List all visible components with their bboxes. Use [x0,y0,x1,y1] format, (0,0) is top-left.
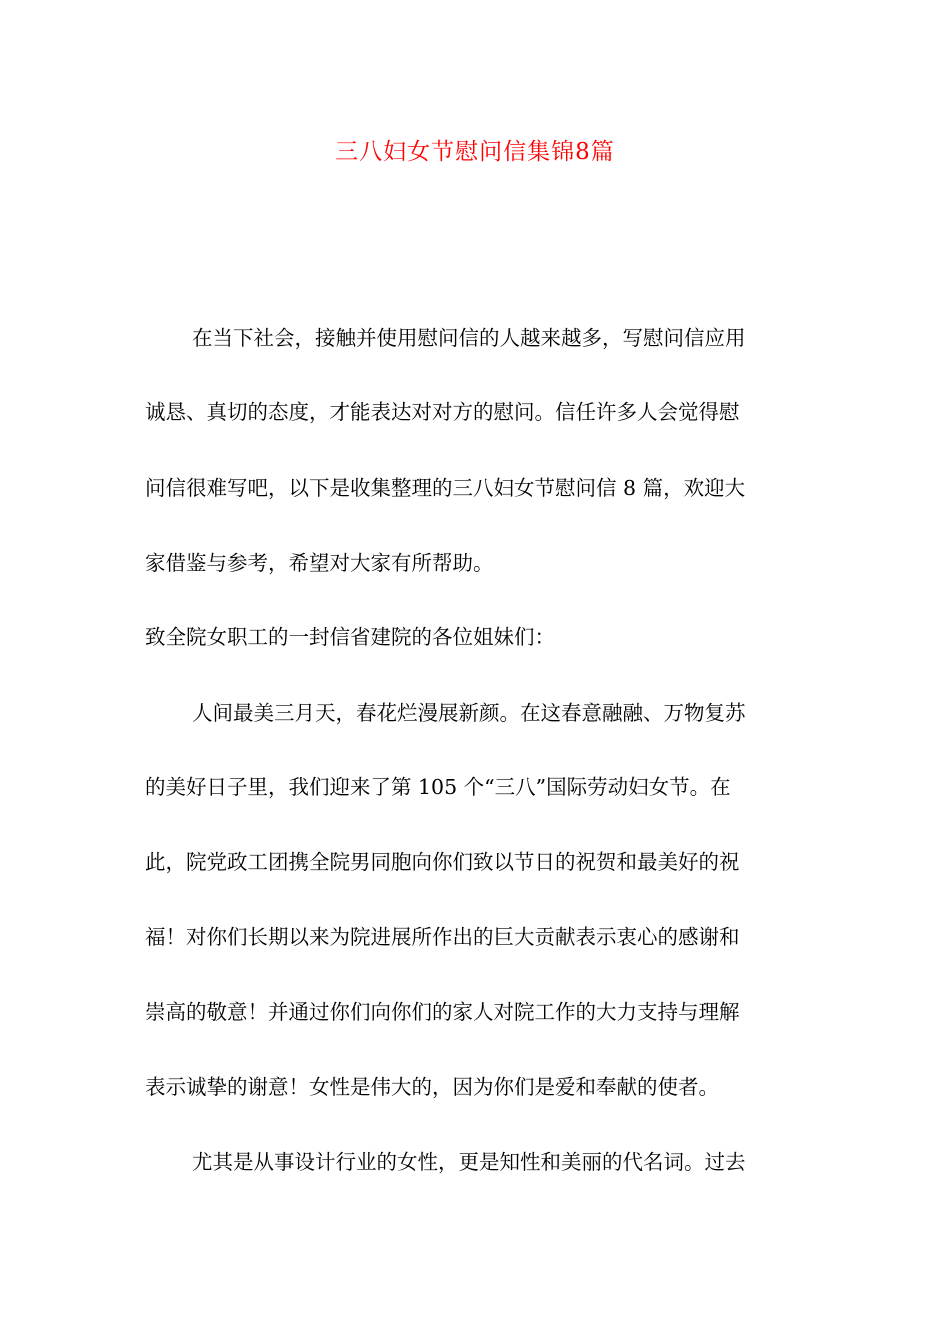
paragraph-line: 在当下社会，接触并使用慰问信的人越来越多，写慰问信应用 [192,326,746,350]
paragraph-line: 诚恳、真切的态度，才能表达对对方的慰问。信任许多人会觉得慰 [145,400,740,424]
paragraph-line: 表示诚挚的谢意！女性是伟大的，因为你们是爱和奉献的使者。 [145,1075,719,1099]
paragraph-line: 此，院党政工团携全院男同胞向你们致以节日的祝贺和最美好的祝 [145,850,740,874]
paragraph-line: 福！对你们长期以来为院进展所作出的巨大贡献表示衷心的感谢和 [145,925,740,949]
paragraph-line: 的美好日子里，我们迎来了第 105 个“三八”国际劳动妇女节。在 [145,775,731,799]
document-title: 三八妇女节慰问信集锦8篇 [335,139,615,165]
paragraph-line: 尤其是从事设计行业的女性，更是知性和美丽的代名词。过去 [192,1150,746,1174]
paragraph-line: 家借鉴与参考，希望对大家有所帮助。 [145,551,494,575]
paragraph-line: 问信很难写吧，以下是收集整理的三八妇女节慰问信 8 篇，欢迎大 [145,476,746,500]
paragraph-line: 崇高的敬意！并通过你们向你们的家人对院工作的大力支持与理解 [145,1000,740,1024]
paragraph-line: 人间最美三月天，春花烂漫展新颜。在这春意融融、万物复苏 [192,701,746,725]
paragraph-line: 致全院女职工的一封信省建院的各位姐妹们： [145,625,555,649]
